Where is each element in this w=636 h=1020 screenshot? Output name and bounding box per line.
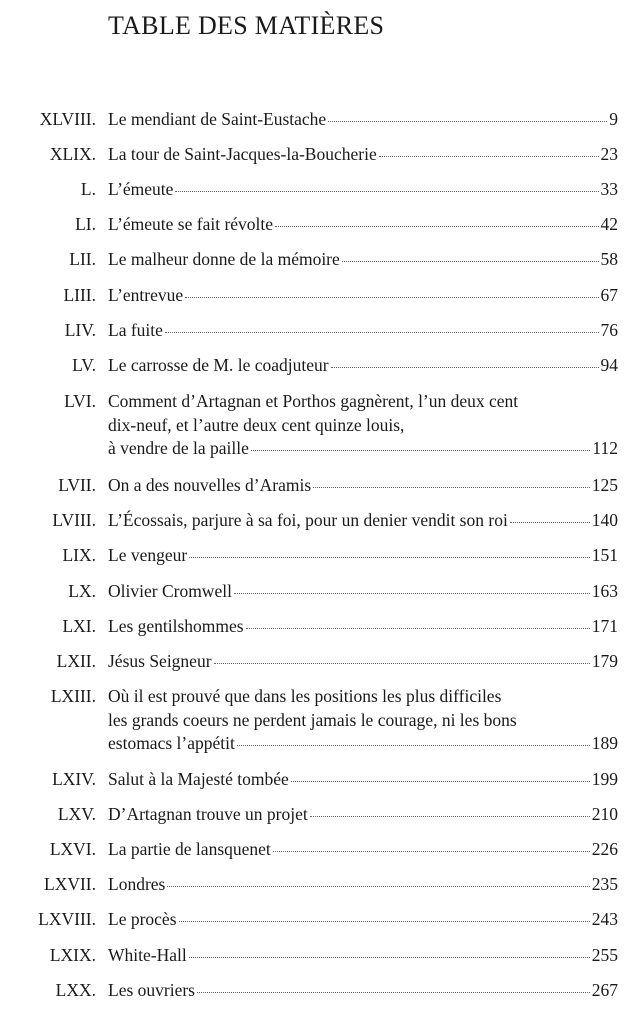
chapter-title-block [108,390,618,461]
dot-leader [189,557,590,558]
chapter-title-line [108,143,618,167]
chapter-title: Le vengeur [108,545,188,565]
chapter-number: LXIII. [50,686,96,706]
chapter-number: LXX. [55,980,96,1000]
dot-leader [251,450,590,451]
chapter-title-line [108,615,618,639]
dot-leader [342,261,599,262]
chapter-number: LXV. [57,804,96,824]
dot-leader [273,851,590,852]
chapter-title: White-Hall [108,945,187,965]
chapter-title-block [108,615,618,639]
page-number: 163 [591,581,618,601]
page-number: 9 [609,109,618,129]
dot-leader [331,367,599,368]
page-number: 58 [600,249,618,269]
dot-leader [313,487,590,488]
chapter-title: L’entrevue [108,285,184,305]
chapter-title-line [108,650,618,674]
chapter-title: Le malheur donne de la mémoire [108,249,340,269]
chapter-title-block [108,354,618,378]
chapter-title-line [108,474,618,498]
chapter-number: LII. [69,249,96,269]
chapter-number: XLVIII. [39,109,96,129]
dot-leader [291,781,590,782]
chapter-title: Le carrosse de M. le coadjuteur [108,355,329,375]
chapter-number: LIV. [64,320,96,340]
chapter-title-line [108,979,618,1003]
chapter-title: Le mendiant de Saint-Eustache [108,109,327,129]
page-number: 33 [600,179,618,199]
chapter-number: LXVI. [49,839,96,859]
chapter-title-block [108,544,618,568]
chapter-title-line [108,908,618,932]
chapter-title: Jésus Seigneur [108,651,212,671]
chapter-title-line [108,544,618,568]
chapter-title-block [108,979,618,1003]
chapter-number: LX. [68,581,96,601]
page-number: 255 [591,945,618,965]
dot-leader [237,745,590,746]
chapter-title: Salut à la Majesté tombée [108,769,289,789]
chapter-number: LIII. [63,285,96,305]
chapter-title-line: les grands coeurs ne perdent jamais le courage, ni les bons [108,709,517,730]
chapter-title-block [108,944,618,968]
chapter-title: L’émeute [108,179,174,199]
chapter-title-block [108,319,618,343]
page-number: 94 [600,355,618,375]
chapter-title: Le procès [108,909,177,929]
chapter-number: LIX. [62,545,96,565]
chapter-title: Londres [108,874,166,894]
page-number: 179 [591,651,618,671]
page-number: 76 [600,320,618,340]
chapter-title: L’Écossais, parjure à sa foi, pour un denier vendit son roi [108,510,508,530]
chapter-title-line [108,803,618,827]
page-number: 140 [591,510,618,530]
chapter-title-line [108,873,618,897]
chapter-number: LXIX. [49,945,96,965]
chapter-number: LXIV. [52,769,96,789]
chapter-title-line: Comment d’Artagnan et Porthos gagnèrent, l’un deux cent [108,391,519,411]
chapter-number: LVII. [58,475,96,495]
chapter-title: estomacs l’appétit [108,733,235,753]
chapter-number: LXII. [56,651,96,671]
chapter-number: LXVIII. [38,909,96,929]
page-number: 23 [600,144,618,164]
page-number: 151 [591,545,618,565]
chapter-number: L. [80,179,96,199]
chapter-title: La partie de lansquenet [108,839,271,859]
chapter-title: L’émeute se fait révolte [108,214,274,234]
chapter-title-line [108,768,618,792]
chapter-number: LXVII. [44,874,96,894]
chapter-title-block [108,908,618,932]
chapter-title-line [108,509,618,533]
chapter-title-line [108,178,618,202]
chapter-title: La fuite [108,320,163,340]
chapter-number: LI. [75,214,96,234]
chapter-title-block [108,284,618,308]
chapter-title-line [108,732,618,756]
dot-leader [379,156,599,157]
dot-leader [234,593,590,594]
page-number: 125 [591,475,618,495]
chapter-title: Olivier Cromwell [108,581,232,601]
dot-leader [310,816,590,817]
page-number: 199 [591,769,618,789]
chapter-number: LXI. [62,616,96,636]
page-title: TABLE DES MATIÈRES [108,11,385,40]
chapter-title: Les gentilshommes [108,616,244,636]
page-number: 189 [591,733,618,753]
page-number: 42 [600,214,618,234]
chapter-title-line [108,248,618,272]
dot-leader [197,992,590,993]
chapter-title-line [108,108,618,132]
chapter-title-block [108,803,618,827]
chapter-number: LVIII. [52,510,96,530]
chapter-title-line: dix-neuf, et l’autre deux cent quinze louis, [108,414,405,435]
chapter-title-block [108,768,618,792]
page-number: 267 [591,980,618,1000]
dot-leader [246,628,590,629]
chapter-title-block [108,509,618,533]
dot-leader [179,921,590,922]
chapter-title-line [108,838,618,862]
chapter-title-block [108,178,618,202]
dot-leader [175,191,598,192]
chapter-title: D’Artagnan trouve un projet [108,804,308,824]
chapter-title-block [108,838,618,862]
page-number: 171 [591,616,618,636]
dot-leader [167,886,589,887]
page-number: 243 [591,909,618,929]
chapter-title: Les ouvriers [108,980,195,1000]
dot-leader [328,121,607,122]
page-number: 210 [591,804,618,824]
chapter-number: XLIX. [49,144,96,164]
chapter-title-block [108,685,618,756]
chapter-title-line [108,437,618,461]
chapter-title-line: Où il est prouvé que dans les positions les plus difficiles [108,686,502,706]
page-number: 226 [591,839,618,859]
chapter-title-block [108,650,618,674]
dot-leader [275,226,598,227]
chapter-title-line [108,319,618,343]
chapter-number: LV. [72,355,96,375]
dot-leader [185,297,598,298]
chapter-title-block [108,474,618,498]
chapter-title-block [108,248,618,272]
page-number: 67 [600,285,618,305]
chapter-title-block [108,873,618,897]
dot-leader [165,332,599,333]
chapter-title-block [108,108,618,132]
chapter-number: LVI. [64,391,96,411]
chapter-title-line [108,944,618,968]
page-number: 112 [592,438,618,458]
chapter-title: On a des nouvelles d’Aramis [108,475,312,495]
chapter-title: La tour de Saint-Jacques-la-Boucherie [108,144,377,164]
chapter-title-line [108,284,618,308]
chapter-title-block [108,143,618,167]
dot-leader [189,957,590,958]
chapter-title-block [108,213,618,237]
page-number: 235 [591,874,618,894]
dot-leader [214,663,590,664]
dot-leader [510,522,590,523]
chapter-title-line [108,354,618,378]
chapter-title-line [108,213,618,237]
chapter-title-line [108,580,618,604]
chapter-title-block [108,580,618,604]
chapter-title: à vendre de la paille [108,438,249,458]
